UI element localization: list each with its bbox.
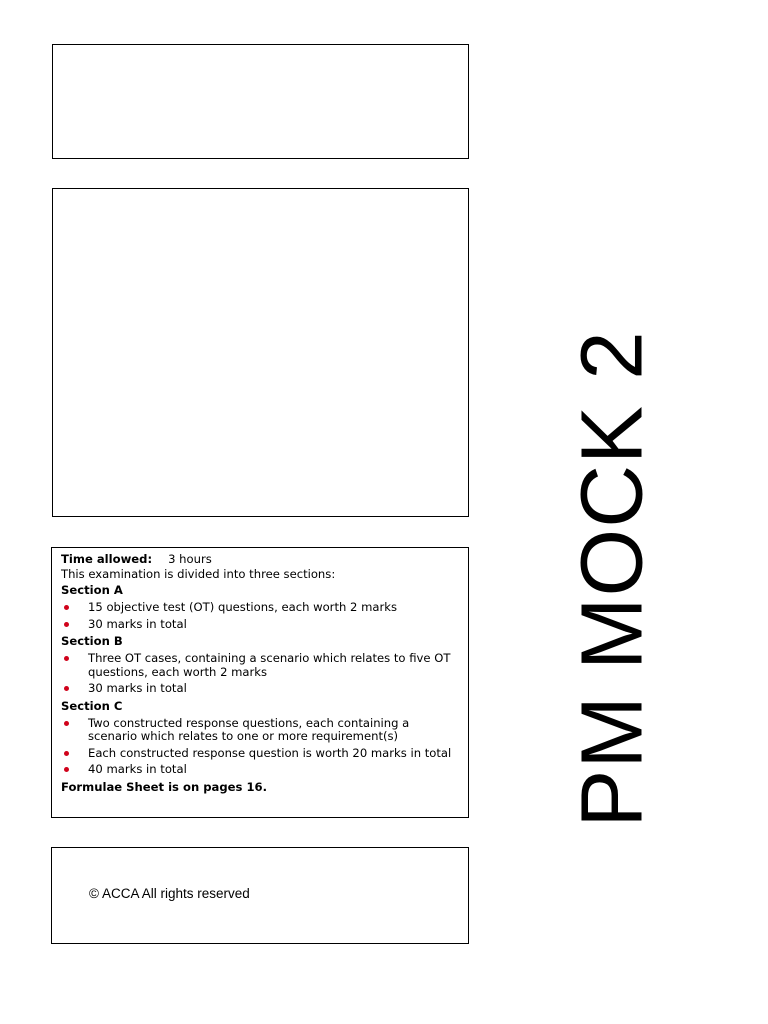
bullet-icon [64,751,69,756]
list-item: 30 marks in total [61,682,460,696]
list-item: Each constructed response question is worth 20 marks in total [61,747,460,761]
bullet-icon [64,605,69,610]
exam-info-box [51,547,469,818]
section-a-heading: Section A [61,583,123,597]
list-item: Two constructed response questions, each containing a scenario which relates to one or more requirement(s) [61,717,460,744]
section-c-heading: Section C [61,698,123,713]
time-allowed-value: 3 hours [168,552,212,566]
list-item: Three OT cases, containing a scenario which relates to five OT questions, each worth 2 marks [61,652,460,679]
section-a-list [61,601,460,631]
bullet-icon [64,622,69,627]
section-c-list [61,717,460,777]
list-item: 30 marks in total [61,618,460,632]
list-item: 40 marks in total [61,763,460,777]
section-b-heading: Section B [61,634,123,648]
blank-box-top [52,44,469,159]
section-b-list [61,652,460,696]
exam-intro: This examination is divided into three sections: [61,567,336,581]
copyright-text: © ACCA All rights reserved [89,886,250,901]
copyright-box [51,847,469,944]
blank-box-middle [52,188,469,517]
time-allowed-label: Time allowed: [61,552,153,566]
list-item: 15 objective test (OT) questions, each worth 2 marks [61,601,460,615]
bullet-icon [64,767,69,772]
bullet-icon [64,656,69,661]
exam-title: PM MOCK 2 [563,330,661,828]
formulae-note: Formulae Sheet is on pages 16. [61,779,267,794]
bullet-icon [64,686,69,691]
time-allowed-line [61,552,460,567]
bullet-icon [64,721,69,726]
